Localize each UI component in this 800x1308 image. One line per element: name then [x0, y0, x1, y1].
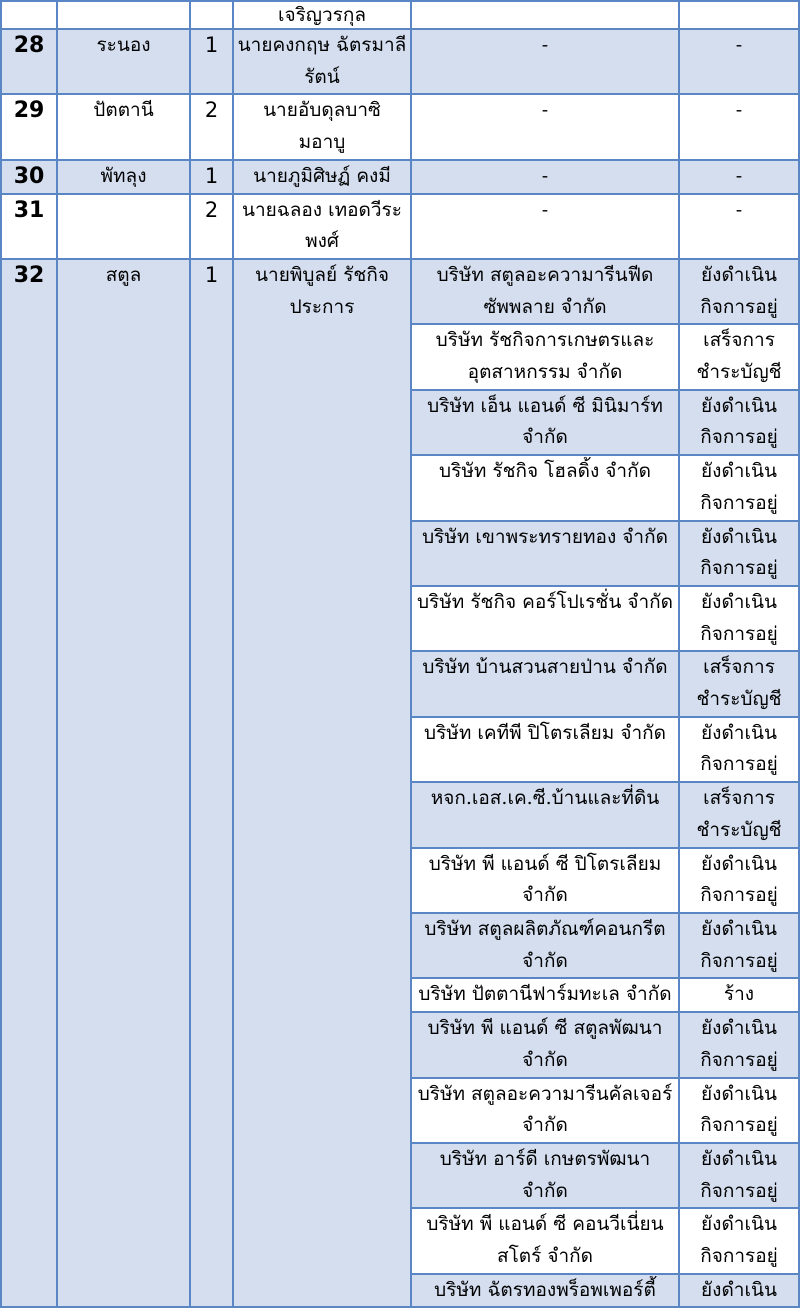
row-number-cell: 28	[1, 29, 57, 94]
province-cell: ระนอง	[57, 29, 190, 94]
count-cell: 2	[190, 194, 233, 259]
row-number-cell: 30	[1, 160, 57, 194]
company-cell: บริษัท อาร์ดี เกษตรพัฒนา จำกัด	[411, 1143, 679, 1208]
count-cell	[190, 1, 233, 29]
company-cell: บริษัท พี แอนด์ ซี คอนวีเนี่ยนสโตร์ จำกัด	[411, 1208, 679, 1273]
province-cell	[57, 194, 190, 259]
status-cell: -	[679, 160, 799, 194]
company-cell: -	[411, 94, 679, 159]
status-cell: -	[679, 194, 799, 259]
status-cell: ยังดำเนินกิจการอยู่	[679, 586, 799, 651]
table-row	[1, 94, 799, 159]
count-cell: 1	[190, 29, 233, 94]
table-row	[1, 29, 799, 94]
table-row	[1, 259, 799, 324]
row-number-cell	[1, 1, 57, 29]
count-cell: 1	[190, 259, 233, 1308]
official-name-cell: เจริญวรกุล	[233, 1, 411, 29]
status-cell: ยังดำเนินกิจการอยู่	[679, 1078, 799, 1143]
status-cell: ยังดำเนินกิจการอยู่	[679, 1208, 799, 1273]
status-cell: -	[679, 94, 799, 159]
status-cell: ยังดำเนินกิจการอยู่	[679, 913, 799, 978]
table-row	[1, 1, 799, 29]
company-cell: บริษัท สตูลอะความารีนคัลเจอร์ จำกัด	[411, 1078, 679, 1143]
status-cell: -	[679, 29, 799, 94]
row-number-cell: 29	[1, 94, 57, 159]
status-cell: ยังดำเนินกิจการอยู่	[679, 848, 799, 913]
row-number-cell: 32	[1, 259, 57, 1308]
status-cell: ยังดำเนินกิจการอยู่	[679, 259, 799, 324]
row-number-cell: 31	[1, 194, 57, 259]
company-cell: บริษัท ฉัตรทองพร็อพเพอร์ตี้	[411, 1274, 679, 1308]
status-cell: ยังดำเนินกิจการอยู่	[679, 455, 799, 520]
company-cell: บริษัท สตูลผลิตภัณฑ์คอนกรีต จำกัด	[411, 913, 679, 978]
company-cell: บริษัท เคทีพี ปิโตรเลียม จำกัด	[411, 717, 679, 782]
status-cell: เสร็จการชำระบัญชี	[679, 651, 799, 716]
company-cell: บริษัท รัชกิจ โฮลดิ้ง จำกัด	[411, 455, 679, 520]
company-cell: -	[411, 160, 679, 194]
status-cell: ยังดำเนินกิจการอยู่	[679, 1143, 799, 1208]
table-row	[1, 194, 799, 259]
status-cell	[679, 1, 799, 29]
status-cell: ยังดำเนินกิจการอยู่	[679, 390, 799, 455]
status-cell: ยังดำเนินกิจการอยู่	[679, 717, 799, 782]
company-cell: บริษัท พี แอนด์ ซี ปิโตรเลียม จำกัด	[411, 848, 679, 913]
status-cell: เสร็จการชำระบัญชี	[679, 324, 799, 389]
official-name-cell: นายฉลอง เทอดวีระพงศ์	[233, 194, 411, 259]
company-cell: บริษัท สตูลอะความารีนฟีดซัพพลาย จำกัด	[411, 259, 679, 324]
company-cell: -	[411, 194, 679, 259]
table-row	[1, 160, 799, 194]
company-cell: -	[411, 29, 679, 94]
company-cell: บริษัท เอ็น แอนด์ ซี มินิมาร์ท จำกัด	[411, 390, 679, 455]
province-cell: สตูล	[57, 259, 190, 1308]
company-cell: บริษัท พี แอนด์ ซี สตูลพัฒนา จำกัด	[411, 1012, 679, 1077]
official-name-cell: นายคงกฤษ ฉัตรมาลีรัตน์	[233, 29, 411, 94]
official-name-cell: นายภูมิศิษฏ์ คงมี	[233, 160, 411, 194]
province-cell	[57, 1, 190, 29]
company-cell: บริษัท ปัตตานีฟาร์มทะเล จำกัด	[411, 978, 679, 1012]
province-cell: พัทลุง	[57, 160, 190, 194]
count-cell: 1	[190, 160, 233, 194]
count-cell: 2	[190, 94, 233, 159]
company-cell: บริษัท รัชกิจการเกษตรและอุตสาหกรรม จำกัด	[411, 324, 679, 389]
official-name-cell: นายพิบูลย์ รัชกิจประการ	[233, 259, 411, 1308]
status-cell: ยังดำเนิน	[679, 1274, 799, 1308]
status-cell: ร้าง	[679, 978, 799, 1012]
company-cell: บริษัท บ้านสวนสายป่าน จำกัด	[411, 651, 679, 716]
company-cell	[411, 1, 679, 29]
status-cell: ยังดำเนินกิจการอยู่	[679, 1012, 799, 1077]
status-cell: ยังดำเนินกิจการอยู่	[679, 521, 799, 586]
company-cell: บริษัท รัชกิจ คอร์โปเรชั่น จำกัด	[411, 586, 679, 651]
province-cell: ปัตตานี	[57, 94, 190, 159]
company-cell: หจก.เอส.เค.ซี.บ้านและที่ดิน	[411, 782, 679, 847]
status-cell: เสร็จการชำระบัญชี	[679, 782, 799, 847]
official-name-cell: นายอับดุลบาซิ มอาบู	[233, 94, 411, 159]
company-cell: บริษัท เขาพระทรายทอง จำกัด	[411, 521, 679, 586]
